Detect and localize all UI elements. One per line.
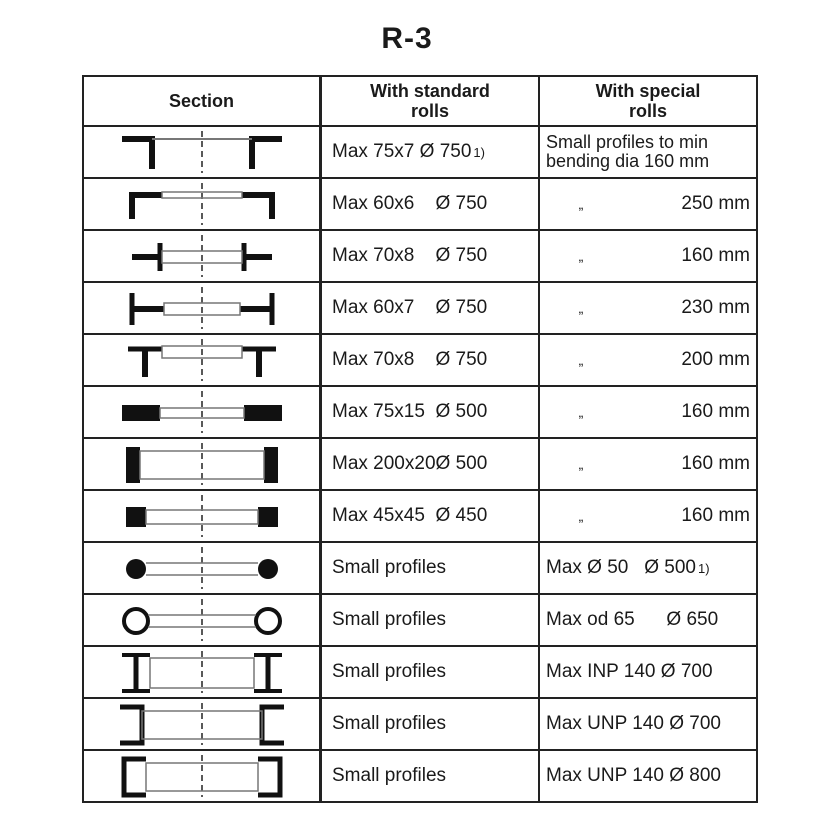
table-row <box>82 647 758 699</box>
special-rolls-cell: „ 230 mm <box>540 283 756 333</box>
standard-rolls-cell: Max 70x8 Ø 750 <box>322 335 540 385</box>
ditto-mark: „ <box>578 248 584 264</box>
special-rolls-cell: „ 160 mm <box>540 491 756 541</box>
footnote-marker: 1) <box>473 144 485 160</box>
standard-rolls-cell: Max 70x8 Ø 750 <box>322 231 540 281</box>
table-row <box>82 699 758 751</box>
footnote-marker: 1) <box>697 560 710 576</box>
standard-rolls-cell: Small profiles <box>322 595 540 645</box>
channel-rolls-icon <box>102 181 302 227</box>
flat-bar-edgewise-icon <box>102 233 302 279</box>
standard-rolls-cell: Small profiles <box>322 543 540 593</box>
section-cell <box>84 439 322 489</box>
section-cell <box>84 491 322 541</box>
channel-flange-in-icon <box>102 753 302 799</box>
page-title: R-3 <box>381 22 433 55</box>
bending-capacity-table <box>82 75 758 803</box>
special-rolls-cell: Max UNP 140 Ø 700 <box>546 713 721 734</box>
section-cell <box>84 127 322 177</box>
square-bar-icon <box>102 493 302 539</box>
standard-rolls-cell: Max 60x7 Ø 750 <box>322 283 540 333</box>
standard-rolls-cell: Small profiles <box>322 699 540 749</box>
special-rolls-cell: „ 250 mm <box>540 179 756 229</box>
ditto-mark: „ <box>578 196 584 212</box>
special-rolls-cell: „ 160 mm <box>540 231 756 281</box>
special-rolls-cell: Max od 65 Ø 650 <box>546 609 719 630</box>
table-row <box>82 283 758 335</box>
flat-bar-flange-out-icon <box>102 129 302 175</box>
section-cell <box>84 387 322 437</box>
section-cell <box>84 335 322 385</box>
round-bar-icon <box>102 545 302 591</box>
special-rolls-cell: Small profiles to min bending dia 160 mm <box>546 132 710 171</box>
special-rolls-cell: Max UNP 140 Ø 800 <box>546 765 721 786</box>
ditto-mark: „ <box>578 456 584 472</box>
special-rolls-cell: „ 160 mm <box>540 439 756 489</box>
section-cell <box>84 595 322 645</box>
standard-rolls-cell: Small profiles <box>322 751 540 801</box>
channel-flange-out-icon <box>102 701 302 747</box>
table-row <box>82 231 758 283</box>
special-rolls-cell: Max INP 140 Ø 700 <box>546 661 713 682</box>
table-row <box>82 335 758 387</box>
tee-rolls-icon <box>102 337 302 383</box>
section-cell <box>84 179 322 229</box>
special-rolls-cell: „ 160 mm <box>540 387 756 437</box>
standard-rolls-cell: Max 60x6 Ø 750 <box>322 179 540 229</box>
table-row <box>82 595 758 647</box>
standard-rolls-cell: Max 75x7 Ø 750 1) <box>322 127 540 177</box>
flat-bar-thick-icon <box>102 389 302 435</box>
table-row <box>82 751 758 803</box>
section-cell <box>84 751 322 801</box>
standard-rolls-cell: Small profiles <box>322 647 540 697</box>
header-standard-rolls: With standard rolls <box>322 77 540 125</box>
table-row <box>82 543 758 595</box>
standard-rolls-cell: Max 75x15 Ø 500 <box>322 387 540 437</box>
section-cell <box>84 699 322 749</box>
table-row <box>82 491 758 543</box>
table-row <box>82 439 758 491</box>
header-special-rolls: With special rolls <box>595 81 701 121</box>
special-rolls-cell: Max Ø 50 Ø 500 1) <box>546 557 710 578</box>
flat-bar-flanged-guide-icon <box>102 285 302 331</box>
ditto-mark: „ <box>578 404 584 420</box>
table-row <box>82 179 758 231</box>
section-cell <box>84 231 322 281</box>
i-beam-icon <box>102 649 302 695</box>
ditto-mark: „ <box>578 352 584 368</box>
standard-rolls-cell: Max 45x45 Ø 450 <box>322 491 540 541</box>
table-row <box>82 127 758 179</box>
ditto-mark: „ <box>578 508 584 524</box>
table-row <box>82 387 758 439</box>
section-cell <box>84 283 322 333</box>
flat-bar-wide-icon <box>102 441 302 487</box>
table-header-row <box>82 75 758 127</box>
section-cell <box>84 647 322 697</box>
special-rolls-cell: „ 200 mm <box>540 335 756 385</box>
header-section: Section <box>84 77 322 125</box>
tube-icon <box>102 597 302 643</box>
standard-rolls-cell: Max 200x20Ø 500 <box>322 439 540 489</box>
ditto-mark: „ <box>578 300 584 316</box>
section-cell <box>84 543 322 593</box>
